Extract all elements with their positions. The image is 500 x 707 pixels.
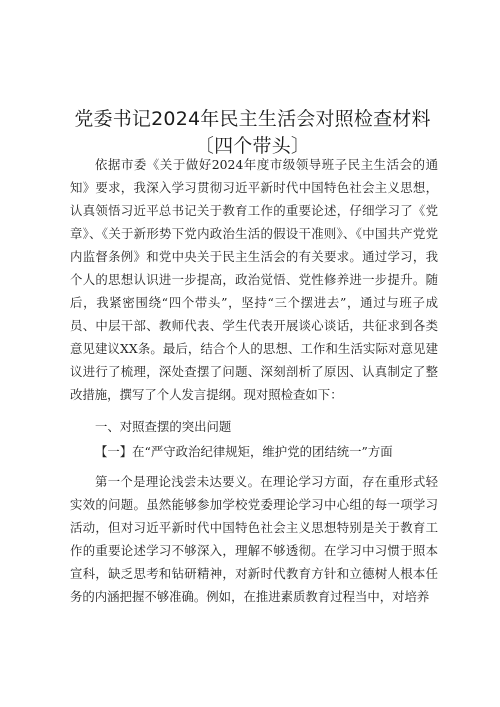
intro-paragraph: 依据市委《关于做好2024年度市级领导班子民主生活会的通知》要求，我深入学习贯彻习近平新时代中国特色社会主义思想，认真领悟习近平总书记关于教育工作的重要论述，仔细学习了《党章》、《关于新形势下党内政治生活的假设干准则》、《中国共产党党内监督条例》和党中央关于民主生活会的有关要求。通过学习，我个人的思想认识进一步提高，政治觉悟、党性修养进一步提升。随后，我紧密围绕“四个带头”，坚持“三个摆进去”，通过与班子成员、中层干部、教师代表、学生代表开展谈心谈话，共征求到各类意见建议XX条。最后，结合个人的思想、工作和生活实际对意见建议进行了梳理，深处查摆了问题、深刻剖析了原因、认真制定了整改措施，撰写了个人发言提纲。现对照检查如下： [70,157,438,402]
body-paragraph: 第一个是理论浅尝未达要义。在理论学习方面，存在重形式轻实效的问题。虽然能够参加学校党委理论学习中心组的每一项学习活动，但对习近平新时代中国特色社会主义思想特别是关于教育工作的重要论述学习不够深入，理解不够透彻。在学习中习惯于照本宣科，缺乏思考和钻研精神，对新时代教育方针和立德树人根本任务的内涵把握不够准确。例如，在推进素质教育过程当中，对培养 [70,474,438,604]
document-title: 党委书记2024年民主生活会对照检查材料〔四个带头〕 [74,108,431,157]
sub-heading: 【一】在“严守政治纪律规矩，维护党的团结统一”方面 [95,444,393,459]
section-heading: 一、对照查摆的突出问题 [95,419,232,434]
